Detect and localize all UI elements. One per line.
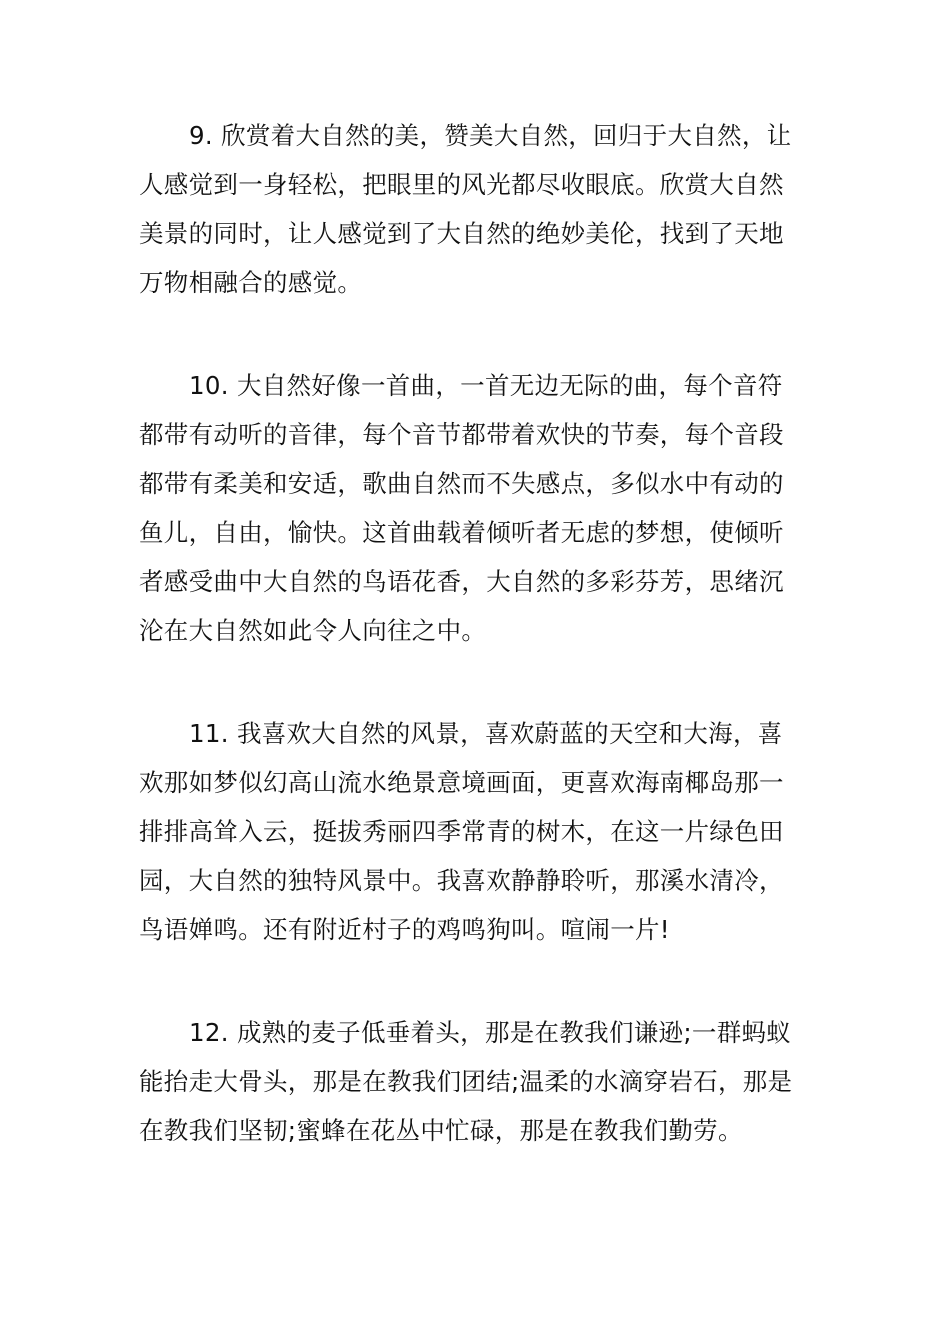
paragraph-line: 鸟语婵鸣。还有附近村子的鸡鸣狗叫。喧闹一片! [139, 915, 670, 944]
paragraph-line: 都带有动听的音律，每个音节都带着欢快的节奏，每个音段 [139, 420, 784, 449]
paragraph-line: 园，大自然的独特风景中。我喜欢静静聆听，那溪水清冷， [139, 866, 784, 895]
paragraph-9 [139, 111, 811, 307]
paragraph-line: 排排高耸入云，挺拔秀丽四季常青的树木，在这一片绿色田 [139, 817, 784, 846]
paragraph-line: 者感受曲中大自然的鸟语花香，大自然的多彩芬芳，思绪沉 [139, 567, 784, 596]
paragraph-line: 沦在大自然如此令人向往之中。 [139, 616, 487, 645]
paragraph-line: 美景的同时，让人感觉到了大自然的绝妙美伦，找到了天地 [139, 219, 784, 248]
paragraph-line: 万物相融合的感觉。 [139, 268, 363, 297]
paragraph-line: 10. 大自然好像一首曲，一首无边无际的曲，每个音符 [189, 371, 783, 400]
paragraph-10 [139, 361, 811, 655]
paragraph-line: 12. 成熟的麦子低垂着头，那是在教我们谦逊;一群蚂蚁 [189, 1018, 792, 1047]
paragraph-line: 都带有柔美和安适，歌曲自然而不失感点，多似水中有动的 [139, 469, 784, 498]
paragraph-line: 11. 我喜欢大自然的风景，喜欢蔚蓝的天空和大海，喜 [189, 719, 783, 748]
paragraph-line: 鱼儿，自由，愉快。这首曲载着倾听者无虑的梦想，使倾听 [139, 518, 784, 547]
paragraph-line: 9. 欣赏着大自然的美，赞美大自然，回归于大自然，让 [189, 121, 792, 150]
paragraph-12 [139, 1008, 811, 1155]
paragraph-line: 在教我们坚韧;蜜蜂在花丛中忙碌，那是在教我们勤劳。 [139, 1116, 743, 1145]
paragraph-line: 欢那如梦似幻高山流水绝景意境画面，更喜欢海南椰岛那一 [139, 768, 784, 797]
paragraph-11 [139, 709, 811, 954]
paragraph-line: 能抬走大骨头，那是在教我们团结;温柔的水滴穿岩石，那是 [139, 1067, 793, 1096]
paragraph-line: 人感觉到一身轻松，把眼里的风光都尽收眼底。欣赏大自然 [139, 170, 784, 199]
